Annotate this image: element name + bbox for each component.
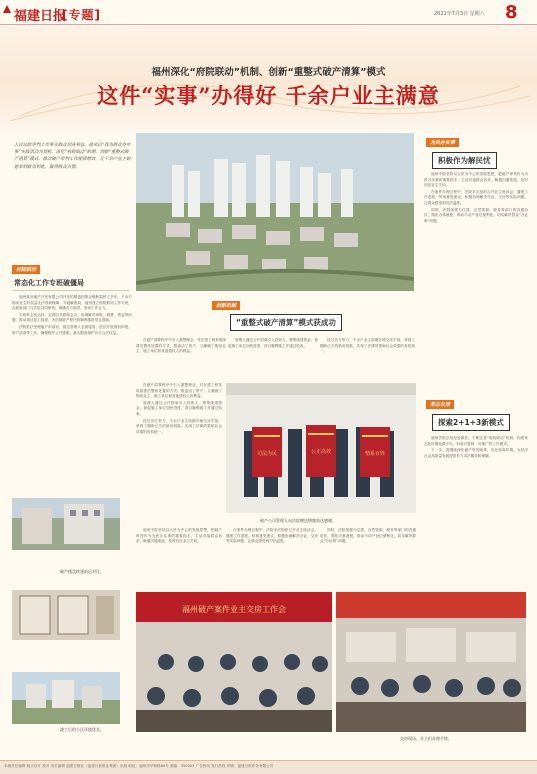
dateline: 2021年7月3日 星期六 <box>434 11 485 17</box>
section-body-middle-lower-c <box>226 528 318 588</box>
caption-left-photo-3: 竣工后的小区环境优美。 <box>60 727 104 732</box>
paragraph: 在破产清算程序中引入重整理念，对在建工程采取续建后整体处置的方式，既盘活了资产，又兼顾了购房业主、施工单位和其他债权人的利益。 <box>136 338 226 354</box>
footer-text: 本版责任编辑 版式设计 校对 美术编辑 福建日报社（福建日报报业集团）出版 地址：福州市华林路84号 邮编：350003 广告热线 发行热线 印刷：福建日报印务有限公司 <box>4 764 274 768</box>
paragraph: 经过各方努力，千余户业主如期办理交房手续，拿到了期盼已久的新房钥匙，实现了法律效果和社会效果的有机统一。 <box>320 338 415 354</box>
paragraph: 法院依法受理破产申请后，指定管理人全面接管，依法开展债权申报、资产清查等工作，确保程序公开透明，最大限度保护各方合法权益。 <box>12 324 132 335</box>
section-title-right-b: 探索2+1+3新模式 <box>432 414 510 431</box>
article-headline: 这件“实事”办得好 千余户业主满意 <box>97 83 440 108</box>
caption-left-photo-1: 破产楼盘续建前后对比。 <box>60 569 104 574</box>
header-band <box>0 26 537 130</box>
section-label: [专题] <box>62 8 101 22</box>
paragraph: 下一步，将继续深化破产审判改革，优化营商环境，为经济社会高质量发展提供有力司法服务和保障。 <box>424 448 528 458</box>
section-tag-left: 府院联动 <box>12 265 40 274</box>
paragraph: 同时，法院加强与住建、自然资源、税务等部门的沟通协作，简化办事流程，推动不动产登记便利化，切实解决群众“办证难”问题。 <box>424 207 528 223</box>
section-tag-right-a: 为民办实事 <box>426 138 459 147</box>
section-title-left: 常态化工作专班破僵局 <box>14 279 84 287</box>
section-body-middle-c <box>320 338 415 382</box>
newspaper-logo: 福建日报 <box>14 9 67 24</box>
meeting-photo <box>136 592 332 732</box>
meeting-banner-text: 福州破产案件业主交房工作会 <box>182 605 286 614</box>
section-body-middle-a <box>136 338 226 382</box>
handover-photo <box>336 592 526 732</box>
paragraph: 福州中院坚持以人民为中心的发展思想，把破产审判作为为民办实事的重要抓手，主动对接群众诉求，畅通沟通渠道，及时回应业主关切。 <box>424 172 528 188</box>
paragraph: 在案件办理过程中，法院多次组织召开业主座谈会，通报工作进展，听取意见建议，积极协调解决办证、交房等实际问题，让群众感受到司法温度。 <box>226 528 318 544</box>
paragraph: 专班常态化运转，定期召开联席会议，协调解决审批、税费、资金等问题，推动项目复工续建，为后续破产程序的顺利推进奠定基础。 <box>12 312 132 323</box>
paragraph: 同时，法院加强与住建、自然资源、税务等部门的沟通协作，简化办事流程，推动不动产登记便利化，切实解决群众“办证难”问题。 <box>320 528 416 544</box>
section-body-middle-lower-d <box>320 528 416 588</box>
paragraph: 福州法院总结经验做法，不断完善“府院联动”机制，构建常态化协调处置平台，形成可复制、可推广的工作模式。 <box>424 436 528 446</box>
section-tag-right-b: 常态长效 <box>426 400 454 409</box>
pennant-label-2: 公正高效 <box>310 449 332 455</box>
logo-icon <box>2 4 12 14</box>
ceremony-photo <box>226 383 416 513</box>
caption-bottom-photo: 交房现场，业主们办理手续。 <box>400 736 452 741</box>
section-body-middle-lower-b <box>136 528 222 588</box>
caption-middle-photo: 破产公司管理人向法院赠送锦旗表达感谢。 <box>260 518 336 523</box>
paragraph: 经过各方努力，千余户业主如期办理交房手续，拿到了期盼已久的新房钥匙，实现了法律效果和社会效果的有机统一。 <box>136 418 222 434</box>
left-photo-2 <box>12 590 120 640</box>
section-body-middle-lower-a <box>136 383 222 525</box>
section-body-left <box>12 295 132 496</box>
paragraph: 管理人通过公开招募引入投资人，筹集续建资金，督促施工单位加快进度，项目顺利竣工并通过验收。 <box>228 338 318 348</box>
article-subtitle: 福州深化“府院联动”机制、创新“重整式破产清算”模式 <box>151 67 386 78</box>
section-tag-middle: 创新机制 <box>212 301 240 310</box>
masthead <box>0 0 537 26</box>
left-photo-3 <box>12 672 120 724</box>
header-decoration <box>0 26 537 130</box>
section-title-right-a: 积极作为解民忧 <box>432 152 497 169</box>
paragraph: 在破产清算程序中引入重整理念，对在建工程采取续建后整体处置的方式，既盘活了资产，又兼顾了购房业主、施工单位和其他债权人的利益。 <box>136 383 222 399</box>
section-body-right-a <box>424 172 528 400</box>
section-body-right-b <box>424 436 528 586</box>
aerial-photo <box>136 133 414 291</box>
section-title-middle: “重整式破产清算”模式获成功 <box>230 314 342 331</box>
page-number: 8 <box>505 2 518 23</box>
left-photo-1 <box>12 498 120 550</box>
pennant-label-1: 司法为民 <box>256 451 278 457</box>
article-intro: 人民法院审判工作事关群众切身利益。福州以“我为群众办实事”实践活动为契机，深化“府院联动”机制，创新“重整式破产清算”模式，推动破产审判工作提质增效，让千余户业主如愿拿到新房钥匙，赢得群众点赞。 <box>14 143 131 170</box>
pennant-label-3: 情系百姓 <box>364 451 386 457</box>
paragraph: 福州中院坚持以人民为中心的发展思想，把破产审判作为为民办实事的重要抓手，主动对接群众诉求，畅通沟通渠道，及时回应业主关切。 <box>136 528 222 544</box>
paragraph: 在案件办理过程中，法院多次组织召开业主座谈会，通报工作进展，听取意见建议，积极协调解决办证、交房等实际问题，让群众感受到司法温度。 <box>424 189 528 205</box>
paragraph: 福州某房地产开发有限公司开发的楼盘因资金链断裂停工多年，千余户购房业主的权益无法得到保障。为破解困局，福州建立府院联动工作专班，由政府部门与法院共同研判，明确各方职责，形成工作合力。 <box>12 295 132 311</box>
section-body-middle-b <box>228 338 318 382</box>
section-divider-left <box>12 290 130 291</box>
masthead-divider <box>0 24 537 25</box>
paragraph: 管理人通过公开招募引入投资人，筹集续建资金，督促施工单位加快进度，项目顺利竣工并通过验收。 <box>136 400 222 416</box>
